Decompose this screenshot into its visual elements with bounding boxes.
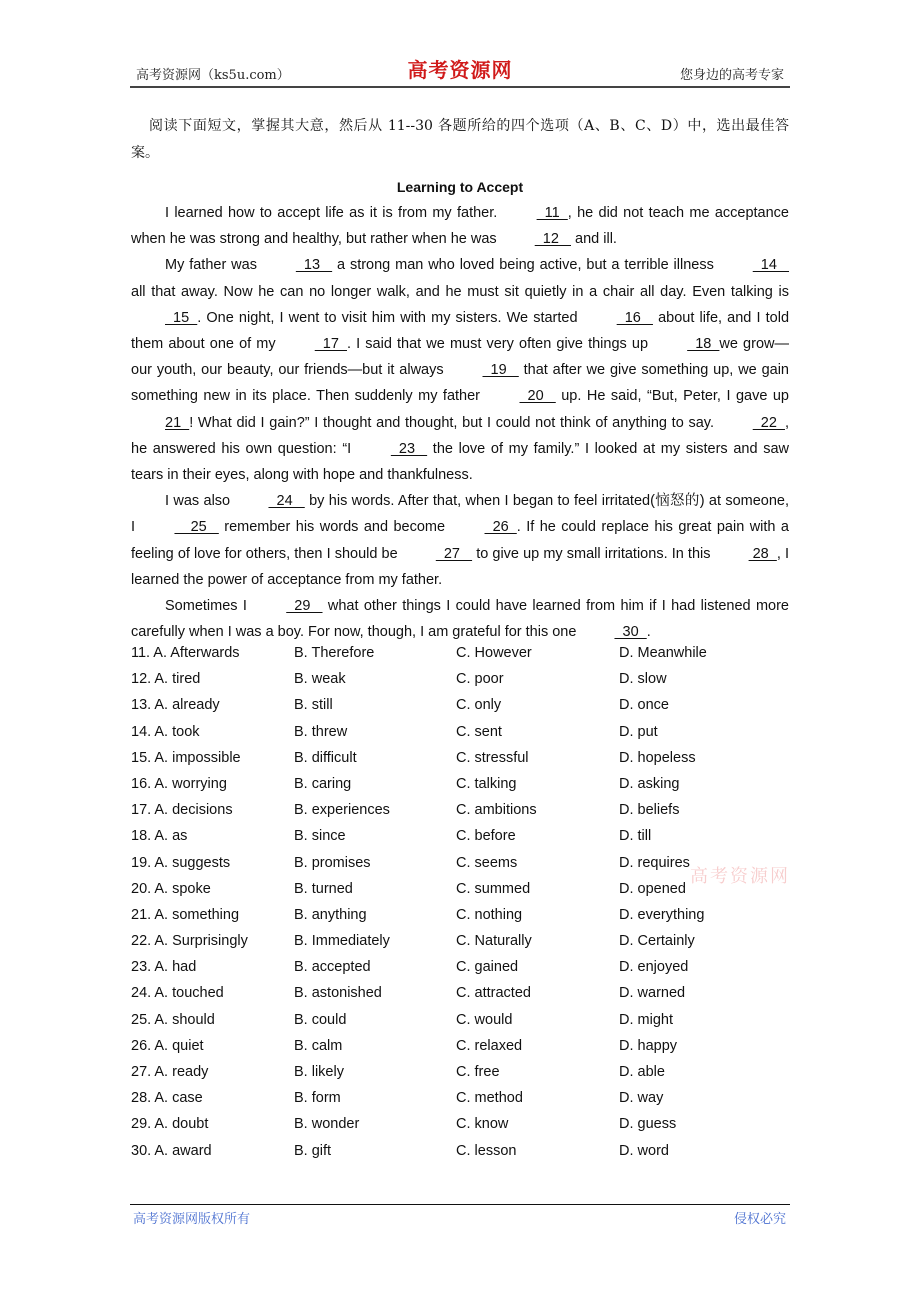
option-a: 21. A. something — [131, 906, 240, 923]
question-row-16 — [131, 771, 791, 797]
passage-text: Sometimes I — [165, 598, 253, 615]
question-row-22 — [131, 928, 791, 954]
option-a: 13. A. already — [131, 697, 220, 714]
passage-paragraph — [131, 488, 789, 593]
question-row-23 — [131, 954, 791, 980]
header-slogan: 您身边的高考专家 — [679, 68, 784, 83]
watermark: 高考资源网 — [690, 866, 790, 887]
option-b: B. Immediately — [294, 933, 390, 950]
option-b: B. difficult — [294, 749, 357, 766]
footer-copyright: 高考资源网版权所有 — [133, 1212, 251, 1227]
option-d: D. hopeless — [619, 749, 696, 766]
option-a: 17. A. decisions — [131, 802, 233, 819]
option-d: D. word — [619, 1142, 669, 1159]
option-a: 11. A. Afterwards — [131, 645, 240, 661]
footer-rights: 侵权必究 — [733, 1212, 786, 1227]
option-a: 14. A. took — [131, 723, 200, 740]
page-header — [130, 52, 790, 86]
question-row-26 — [131, 1033, 791, 1059]
blank-25: 25 — [174, 519, 219, 536]
question-row-30 — [131, 1138, 791, 1164]
passage-title: Learning to Accept — [396, 179, 524, 195]
option-c: C. nothing — [456, 906, 523, 923]
option-c: C. free — [456, 1064, 500, 1080]
passage-text: . — [646, 624, 651, 641]
blank-17: 17 — [314, 336, 347, 353]
option-d: D. everything — [619, 906, 705, 923]
passage-text: and ill. — [571, 231, 617, 248]
passage-text: by his words. After that, when I began to feel irritated(恼怒的) at someone, I — [131, 493, 790, 536]
option-c: C. ambitions — [456, 802, 537, 819]
option-d: D. Meanwhile — [619, 645, 707, 661]
option-d: D. happy — [619, 1037, 678, 1054]
option-a: 30. A. award — [131, 1142, 212, 1159]
option-b: B. accepted — [294, 959, 371, 976]
blank-13: 13 — [295, 257, 333, 274]
option-c: C. method — [456, 1090, 523, 1107]
option-c: C. poor — [456, 671, 504, 688]
option-d: D. till — [619, 828, 652, 845]
option-d: D. opened — [619, 880, 686, 897]
option-b: B. promises — [294, 854, 371, 871]
option-d: D. Certainly — [619, 933, 695, 950]
option-d: D. slow — [619, 671, 667, 688]
passage-text: what other things I could have learned from him if I had listened more carefully when I was a boy. For now, though, I am grateful for this one — [131, 598, 789, 641]
passage-text: to give up my small irritations. In this — [472, 545, 715, 562]
blank-21: 21 — [165, 414, 190, 431]
blank-27: 27 — [435, 545, 473, 562]
question-row-13 — [131, 692, 791, 718]
option-d: D. might — [619, 1011, 673, 1028]
blank-30: 30 — [614, 624, 647, 641]
question-row-21 — [131, 902, 791, 928]
passage-text: , he answered his own question: “I — [131, 414, 789, 457]
option-a: 19. A. suggests — [131, 854, 231, 871]
options-list — [131, 640, 791, 1164]
instructions: 阅读下面短文，掌握其大意，然后从 11--30 各题所给的四个选项（A、B、C、D）中，选出最佳答案。 — [131, 118, 789, 161]
option-d: D. requires — [619, 854, 690, 871]
passage-text: . If he could replace his great pain with a feeling of love for others, then I should be — [131, 519, 789, 562]
blank-22: 22 — [752, 414, 785, 431]
option-b: B. astonished — [294, 985, 382, 1002]
question-row-25 — [131, 1007, 791, 1033]
passage-text: , he did not teach me acceptance when he was strong and healthy, but rather when he was — [131, 205, 789, 248]
option-b: B. experiences — [294, 802, 390, 819]
question-row-15 — [131, 745, 791, 771]
option-c: C. sent — [456, 723, 502, 740]
option-c: C. only — [456, 697, 502, 714]
blank-19: 19 — [482, 362, 519, 379]
footer-divider — [130, 1204, 790, 1205]
option-b: B. form — [294, 1090, 341, 1107]
passage-text: we grow—our youth, our beauty, our friends—but it always — [131, 336, 789, 379]
blank-12: 12 — [534, 231, 571, 248]
option-c: C. lesson — [456, 1142, 517, 1159]
header-site-name: 高考资源网（ks5u.com） — [136, 68, 290, 83]
blank-23: 23 — [390, 440, 428, 457]
passage-text: , I learned the power of acceptance from my father. — [131, 545, 789, 588]
passage-paragraph — [131, 593, 789, 645]
option-b: B. threw — [294, 723, 348, 740]
option-a: 20. A. spoke — [131, 880, 211, 897]
blank-26: 26 — [484, 519, 517, 536]
passage-text: . One night, I went to visit him with my sisters. We started — [197, 309, 583, 326]
option-d: D. enjoyed — [619, 959, 689, 976]
header-divider — [130, 86, 790, 88]
question-row-24 — [131, 980, 791, 1006]
blank-18: 18 — [687, 336, 720, 353]
option-d: D. able — [619, 1064, 665, 1080]
passage-text: up. He said, “But, Peter, I gave up — [555, 388, 789, 405]
question-row-28 — [131, 1085, 791, 1111]
option-b: B. since — [294, 828, 346, 845]
option-a: 26. A. quiet — [131, 1037, 204, 1054]
option-d: D. guess — [619, 1116, 677, 1133]
option-b: B. gift — [294, 1142, 332, 1159]
passage-paragraph — [131, 252, 789, 488]
option-c: C. summed — [456, 880, 531, 897]
option-c: C. know — [456, 1116, 509, 1133]
question-row-11 — [131, 640, 791, 666]
option-a: 16. A. worrying — [131, 775, 227, 792]
option-b: B. still — [294, 697, 333, 714]
passage-paragraph — [131, 200, 789, 252]
passage-text: I learned how to accept life as it is from my father. — [165, 205, 503, 221]
option-c: C. However — [456, 645, 532, 661]
option-a: 25. A. should — [131, 1011, 215, 1028]
option-b: B. Therefore — [294, 645, 375, 661]
blank-14: 14 — [752, 257, 790, 274]
option-a: 28. A. case — [131, 1090, 203, 1107]
option-b: B. weak — [294, 671, 346, 688]
blank-29: 29 — [286, 598, 323, 615]
question-row-27 — [131, 1059, 791, 1085]
option-c: C. seems — [456, 854, 518, 871]
passage-content — [131, 113, 789, 645]
passage-text: the love of my family.” I looked at my sisters and saw tears in their eyes, along with hope and thankfulness. — [131, 440, 789, 484]
option-c: C. talking — [456, 775, 517, 792]
option-a: 15. A. impossible — [131, 749, 241, 766]
option-a: 23. A. had — [131, 959, 197, 976]
blank-15: 15 — [165, 309, 198, 326]
option-b: B. could — [294, 1011, 347, 1028]
option-c: C. would — [456, 1011, 513, 1028]
question-row-29 — [131, 1111, 791, 1137]
option-c: C. relaxed — [456, 1037, 523, 1054]
option-a: 22. A. Surprisingly — [131, 933, 248, 950]
passage-text: ! What did I gain?” I thought and thought, but I could not think of anything to say. — [189, 414, 719, 431]
question-row-14 — [131, 719, 791, 745]
option-c: C. before — [456, 828, 516, 845]
blank-20: 20 — [519, 388, 556, 405]
option-a: 18. A. as — [131, 828, 188, 845]
option-a: 29. A. doubt — [131, 1116, 209, 1133]
option-a: 27. A. ready — [131, 1064, 209, 1080]
question-row-12 — [131, 666, 791, 692]
option-c: C. attracted — [456, 985, 531, 1002]
option-a: 24. A. touched — [131, 985, 224, 1002]
passage-text: about life, and I told them about one of my — [131, 309, 790, 353]
passage-text: that after we give something up, we gain something new in its place. Then suddenly my father — [131, 362, 789, 405]
option-b: B. wonder — [294, 1116, 360, 1133]
site-logo: 高考资源网 — [407, 58, 513, 82]
option-d: D. beliefs — [619, 802, 680, 819]
passage-text: I was also — [165, 493, 235, 510]
passage-text: . I said that we must very often give things up — [346, 336, 654, 353]
blank-24: 24 — [268, 493, 305, 510]
passage-text: remember his words and become — [218, 519, 451, 536]
passage-text: a strong man who loved being active, but a terrible illness — [332, 257, 719, 274]
option-b: B. likely — [294, 1064, 344, 1080]
option-d: D. put — [619, 723, 658, 740]
option-d: D. warned — [619, 985, 686, 1002]
option-d: D. once — [619, 697, 669, 714]
passage-text: My father was — [165, 257, 262, 274]
option-b: B. calm — [294, 1037, 343, 1054]
passage-text: all that away. Now he can no longer walk, and he must sit quietly in a chair all day. Even talking is — [131, 283, 789, 300]
blank-16: 16 — [616, 309, 653, 326]
option-b: B. turned — [294, 880, 353, 897]
question-row-18 — [131, 823, 791, 849]
option-c: C. stressful — [456, 749, 529, 766]
option-c: C. Naturally — [456, 933, 532, 950]
option-b: B. caring — [294, 775, 352, 792]
question-row-17 — [131, 797, 791, 823]
option-d: D. asking — [619, 775, 680, 792]
option-d: D. way — [619, 1090, 664, 1107]
option-b: B. anything — [294, 906, 367, 923]
blank-28: 28 — [748, 545, 777, 562]
blank-11: 11 — [536, 205, 568, 221]
option-a: 12. A. tired — [131, 671, 201, 688]
passage-body — [131, 200, 789, 645]
option-c: C. gained — [456, 959, 519, 976]
